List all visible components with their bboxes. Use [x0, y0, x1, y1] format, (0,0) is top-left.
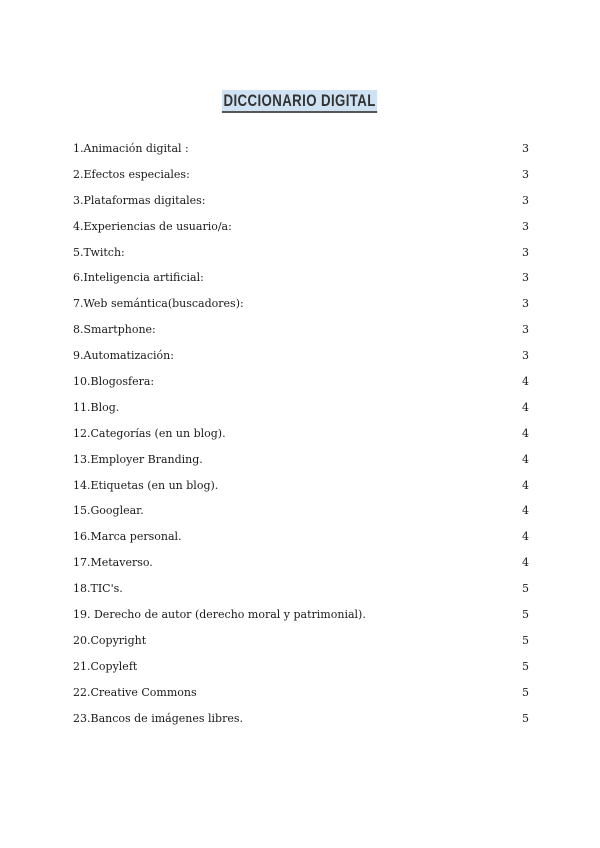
toc-entry-page: 3: [522, 193, 529, 207]
toc-entry-label: 19. Derecho de autor (derecho moral y patrimonial).: [73, 608, 366, 622]
toc-entry[interactable]: [73, 214, 529, 240]
toc-entry[interactable]: [73, 369, 529, 395]
toc-entry-page: 5: [522, 685, 529, 699]
toc-entry[interactable]: [73, 395, 529, 421]
toc-entry[interactable]: [73, 628, 529, 654]
toc-entry[interactable]: [73, 706, 529, 732]
toc-entry-page: 4: [522, 426, 529, 440]
toc-entry-label: 10.Blogosfera:: [73, 375, 155, 389]
toc-entry-label: 14.Etiquetas (en un blog).: [73, 478, 219, 492]
toc-entry-label: 16.Marca personal.: [73, 530, 182, 544]
toc-entry-label: 23.Bancos de imágenes libres.: [73, 711, 243, 725]
toc-entry-label: 12.Categorías (en un blog).: [73, 426, 226, 440]
toc-entry-page: 3: [522, 219, 529, 233]
toc-entry-label: 5.Twitch:: [73, 245, 125, 259]
toc-entry[interactable]: [73, 473, 529, 499]
toc-entry-page: 3: [522, 297, 529, 311]
toc-entry[interactable]: [73, 654, 529, 680]
toc-entry-page: 5: [522, 711, 529, 725]
toc-entry[interactable]: [73, 550, 529, 576]
toc-entry-page: 4: [522, 452, 529, 466]
toc-entry-label: 6.Inteligencia artificial:: [73, 271, 204, 285]
toc-entry-page: 5: [522, 659, 529, 673]
toc-entry-page: 3: [522, 245, 529, 259]
toc-entry-page: 4: [522, 478, 529, 492]
toc-entry-page: 5: [522, 582, 529, 596]
toc-entry-page: 3: [522, 349, 529, 363]
toc-entry-page: 4: [522, 400, 529, 414]
toc-entry-label: 1.Animación digital :: [73, 142, 189, 155]
toc-entry-page: 3: [522, 142, 529, 155]
toc-entry-label: 9.Automatización:: [73, 349, 174, 363]
toc-entry-page: 5: [522, 608, 529, 622]
toc-entry-label: 2.Efectos especiales:: [73, 167, 190, 181]
toc-entry[interactable]: [73, 162, 529, 188]
toc-entry[interactable]: [73, 680, 529, 706]
toc-entry-label: 4.Experiencias de usuario/a:: [73, 219, 232, 233]
toc-entry[interactable]: [73, 602, 529, 628]
toc-entry-label: 11.Blog.: [73, 400, 120, 414]
toc-entry-label: 17.Metaverso.: [73, 556, 153, 570]
toc-entry[interactable]: [73, 524, 529, 550]
toc-entry-page: 5: [522, 633, 529, 647]
page-title-text: DICCIONARIO DIGITAL: [222, 90, 377, 113]
toc-entry-page: 3: [522, 271, 529, 285]
toc-entry[interactable]: [73, 447, 529, 473]
toc-entry-label: 22.Creative Commons: [73, 685, 197, 699]
toc-entry[interactable]: [73, 576, 529, 602]
toc-entry-page: 3: [522, 167, 529, 181]
toc-entry[interactable]: [73, 317, 529, 343]
toc-entry-label: 15.Googlear.: [73, 504, 144, 518]
toc-entry[interactable]: [73, 498, 529, 524]
toc-entry-page: 4: [522, 556, 529, 570]
toc-entry-page: 4: [522, 530, 529, 544]
toc-entry-page: 4: [522, 504, 529, 518]
toc-entry[interactable]: [73, 421, 529, 447]
toc-entry-label: 13.Employer Branding.: [73, 452, 203, 466]
toc-entry-page: 3: [522, 323, 529, 337]
toc-entry-label: 7.Web semántica(buscadores):: [73, 297, 244, 311]
toc-entry[interactable]: [73, 291, 529, 317]
toc-entry[interactable]: [73, 343, 529, 369]
table-of-contents: [73, 136, 529, 731]
toc-entry-label: 3.Plataformas digitales:: [73, 193, 206, 207]
toc-entry-label: 18.TIC's.: [73, 582, 123, 596]
toc-entry[interactable]: [73, 240, 529, 266]
toc-entry[interactable]: [73, 265, 529, 291]
page-title: [0, 76, 600, 114]
toc-entry-label: 20.Copyright: [73, 633, 147, 647]
toc-entry[interactable]: [73, 188, 529, 214]
toc-entry-page: 4: [522, 375, 529, 389]
toc-entry-label: 8.Smartphone:: [73, 323, 156, 337]
toc-entry-label: 21.Copyleft: [73, 659, 138, 673]
toc-entry[interactable]: [73, 136, 529, 162]
